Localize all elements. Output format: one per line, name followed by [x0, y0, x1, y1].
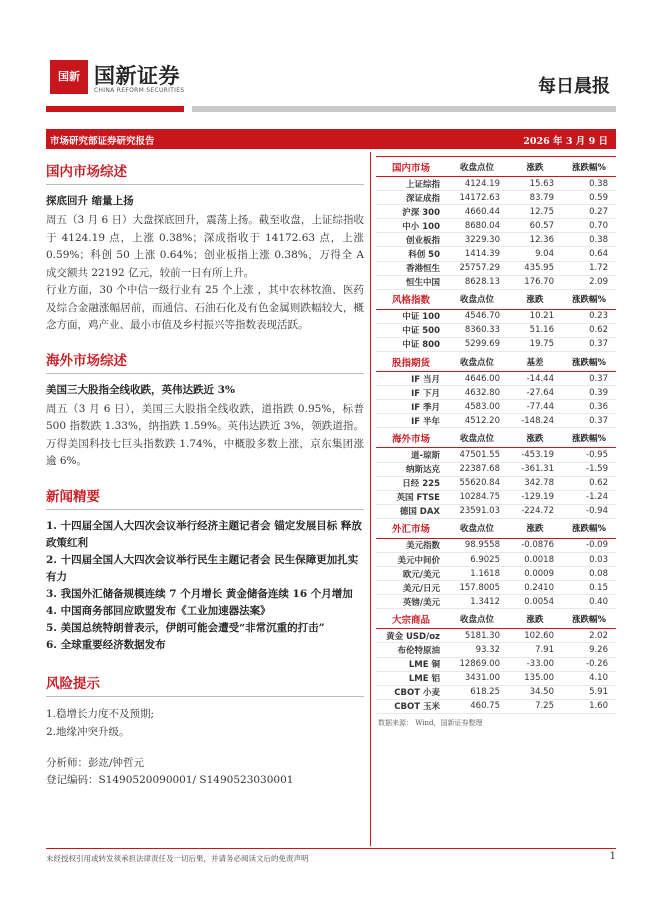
analyst-registration: 登记编码：S1490520090001/ S1490523030001: [46, 774, 294, 786]
table-row: [376, 595, 616, 609]
table-column-header: 涨跌幅%: [562, 352, 616, 372]
table-cell: 4546.70: [446, 309, 508, 323]
table-cell: -1.24: [562, 490, 616, 504]
logo-name: 国新证券: [94, 64, 180, 88]
table-cell: 6.9025: [446, 552, 508, 566]
column-divider: [370, 152, 371, 846]
footer-divider: [46, 848, 616, 849]
table-cell: 0.08: [562, 567, 616, 581]
table-cell: 0.27: [562, 205, 616, 219]
overseas-section-title: 海外市场综述: [46, 349, 364, 374]
table-cell: 460.75: [446, 699, 508, 713]
domestic-subtitle: 探底回升 缩量上扬: [46, 195, 134, 207]
overseas-subtitle: 美国三大股指全线收跌，英伟达跌近 3%: [46, 383, 235, 396]
table-row-label: IF 季月: [376, 400, 446, 414]
table-cell: 0.2410: [508, 581, 562, 595]
table-cell: 10284.75: [446, 490, 508, 504]
table-row-label: 布伦特原油: [376, 643, 446, 657]
table-cell: 1414.39: [446, 247, 508, 261]
table-group-title: 外汇市场: [376, 518, 446, 538]
table-row: [376, 657, 616, 671]
table-row-label: IF 当月: [376, 372, 446, 386]
table-column-header: 收盘点位: [446, 289, 508, 309]
table-cell: 15.63: [508, 177, 562, 191]
table-row-label: IF 半年: [376, 414, 446, 428]
table-row-label: 上证综指: [376, 177, 446, 191]
table-cell: 4583.00: [446, 400, 508, 414]
data-source: 数据来源： Wind，国新证券整理: [378, 718, 483, 727]
table-column-header: 收盘点位: [446, 518, 508, 538]
table-row: [376, 372, 616, 386]
overseas-paragraph: 周五（3 月 6 日），美国三大股指全线收跌，道指跌 0.95%，标普 500 指数跌 1.33%，纳指跌 1.59%。英伟达跌近 3%，领跌道指。万得美国科技七巨头指数跌 1.74%，中概股多数上涨，京东集团涨逾 6%。: [46, 402, 364, 467]
table-group-header: [376, 289, 616, 309]
table-row: [376, 275, 616, 289]
table-row: [376, 219, 616, 233]
table-row-label: 纳斯达克: [376, 462, 446, 476]
table-cell: 176.70: [508, 275, 562, 289]
footer-disclaimer: 未经授权引用或转发须承担法律责任及一切后果，并请务必阅读文后的免责声明: [46, 854, 309, 863]
table-cell: 8680.04: [446, 219, 508, 233]
table-cell: 55620.84: [446, 476, 508, 490]
header-bar-accent: [46, 106, 184, 112]
table-group-header: [376, 428, 616, 448]
table-column-header: 基差: [508, 352, 562, 372]
table-group-title: 国内市场: [376, 157, 446, 177]
news-item: 4. 中国商务部回应欧盟发布《工业加速器法案》: [46, 604, 271, 617]
table-row: [376, 191, 616, 205]
table-row: [376, 504, 616, 518]
table-row-label: 美元指数: [376, 538, 446, 552]
table-row-label: 中证 500: [376, 323, 446, 337]
analyst-names: 分析师：彭竑/钟哲元: [46, 756, 145, 769]
risk-section-title: 风险提示: [46, 672, 364, 697]
table-row: [376, 476, 616, 490]
table-row: [376, 386, 616, 400]
table-row-label: 恒生中国: [376, 275, 446, 289]
table-cell: 19.75: [508, 337, 562, 351]
table-row-label: 道-琼斯: [376, 448, 446, 462]
table-cell: 4512.20: [446, 414, 508, 428]
table-cell: 47501.55: [446, 448, 508, 462]
risk-list: [46, 705, 364, 741]
table-cell: 7.91: [508, 643, 562, 657]
table-group-title: 股指期货: [376, 352, 446, 372]
news-item: 5. 美国总统特朗普表示，伊朗可能会遭受“非常沉重的打击”: [46, 621, 325, 634]
table-row-label: 科创 50: [376, 247, 446, 261]
table-row-label: CBOT 小麦: [376, 685, 446, 699]
table-row-label: 创业板指: [376, 233, 446, 247]
table-row-label: CBOT 玉米: [376, 699, 446, 713]
table-column-header: 涨跌: [508, 289, 562, 309]
table-row-label: 中证 800: [376, 337, 446, 351]
table-column-header: 收盘点位: [446, 157, 508, 177]
table-cell: -129.19: [508, 490, 562, 504]
table-cell: 0.38: [562, 233, 616, 247]
table-row-label: 香港恒生: [376, 261, 446, 275]
domestic-paragraph-2: 行业方面，30 个中信一级行业有 25 个上涨 ，其中农林牧渔、医药及综合金融涨幅居前，而通信、石油石化及有色金属则跌幅较大，概念方面，鸡产业、最小市值及乡村振兴等指数表现活跃。: [46, 284, 364, 331]
table-cell: 0.62: [562, 323, 616, 337]
table-cell: 10.21: [508, 309, 562, 323]
table-cell: 0.37: [562, 414, 616, 428]
table-row: [376, 309, 616, 323]
table-cell: 157.8005: [446, 581, 508, 595]
table-row: [376, 247, 616, 261]
table-cell: -0.0876: [508, 538, 562, 552]
table-column-header: 涨跌幅%: [562, 609, 616, 629]
table-cell: 2.02: [562, 629, 616, 643]
market-table: [376, 156, 616, 714]
table-row: [376, 629, 616, 643]
table-cell: 0.15: [562, 581, 616, 595]
table-group-header: [376, 157, 616, 177]
table-row: [376, 323, 616, 337]
risk-item: 1.稳增长力度不及预期;: [46, 707, 155, 720]
report-category: 市场研究部证券研究报告: [50, 136, 155, 147]
table-cell: 4632.80: [446, 386, 508, 400]
table-cell: 0.0018: [508, 552, 562, 566]
logo-mark: 国新: [50, 60, 88, 94]
table-row: [376, 490, 616, 504]
table-cell: 7.25: [508, 699, 562, 713]
table-group-header: [376, 518, 616, 538]
table-row: [376, 671, 616, 685]
table-row-label: 深证成指: [376, 191, 446, 205]
table-column-header: 涨跌: [508, 428, 562, 448]
table-row-label: LME 铜: [376, 657, 446, 671]
table-row-label: 英国 FTSE: [376, 490, 446, 504]
table-column-header: 涨跌幅%: [562, 518, 616, 538]
table-column-header: 收盘点位: [446, 609, 508, 629]
table-column-header: 涨跌: [508, 518, 562, 538]
news-item: 1. 十四届全国人大四次会议举行经济主题记者会 锚定发展目标 释放政策红利: [46, 519, 362, 549]
table-cell: 4646.00: [446, 372, 508, 386]
table-group-title: 风格指数: [376, 289, 446, 309]
table-row: [376, 261, 616, 275]
table-cell: 618.25: [446, 685, 508, 699]
table-cell: -14.44: [508, 372, 562, 386]
table-row-label: 英镑/美元: [376, 595, 446, 609]
table-cell: 8360.33: [446, 323, 508, 337]
page-number: 1: [609, 851, 616, 862]
logo-subtitle: CHINA REFORM SECURITIES: [94, 87, 185, 94]
table-row-label: IF 下月: [376, 386, 446, 400]
table-row: [376, 177, 616, 191]
table-cell: 1.3412: [446, 595, 508, 609]
table-cell: -148.24: [508, 414, 562, 428]
table-cell: 435.95: [508, 261, 562, 275]
table-cell: 1.60: [562, 699, 616, 713]
table-cell: -27.64: [508, 386, 562, 400]
table-cell: 25757.29: [446, 261, 508, 275]
table-row: [376, 685, 616, 699]
table-cell: 3229.30: [446, 233, 508, 247]
table-cell: 0.62: [562, 476, 616, 490]
table-cell: 23591.03: [446, 504, 508, 518]
table-cell: 0.70: [562, 219, 616, 233]
table-column-header: 收盘点位: [446, 428, 508, 448]
table-column-header: 涨跌幅%: [562, 289, 616, 309]
table-cell: -33.00: [508, 657, 562, 671]
table-row: [376, 567, 616, 581]
table-row: [376, 400, 616, 414]
brand-logo: [50, 60, 230, 100]
table-cell: 2.09: [562, 275, 616, 289]
table-row: [376, 538, 616, 552]
table-row: [376, 205, 616, 219]
table-cell: 4.10: [562, 671, 616, 685]
table-column-header: 涨跌: [508, 157, 562, 177]
table-cell: 12.36: [508, 233, 562, 247]
table-group-header: [376, 609, 616, 629]
table-row-label: 美元/日元: [376, 581, 446, 595]
table-row-label: 美元中间价: [376, 552, 446, 566]
table-cell: 93.32: [446, 643, 508, 657]
table-cell: 8628.13: [446, 275, 508, 289]
table-row-label: 德国 DAX: [376, 504, 446, 518]
table-cell: -0.95: [562, 448, 616, 462]
table-cell: 342.78: [508, 476, 562, 490]
table-column-header: 收盘点位: [446, 352, 508, 372]
table-cell: -361.31: [508, 462, 562, 476]
table-cell: 0.40: [562, 595, 616, 609]
report-date: 2026 年 3 月 9 日: [523, 136, 608, 147]
table-cell: 0.37: [562, 337, 616, 351]
news-item: 6. 全球重要经济数据发布: [46, 638, 166, 651]
risk-item: 2.地缘冲突升级。: [46, 725, 130, 738]
table-row-label: 黄金 USD/oz: [376, 629, 446, 643]
table-cell: -224.72: [508, 504, 562, 518]
table-cell: 1.72: [562, 261, 616, 275]
table-cell: -77.44: [508, 400, 562, 414]
table-cell: 83.79: [508, 191, 562, 205]
table-cell: 5.91: [562, 685, 616, 699]
table-cell: 5299.69: [446, 337, 508, 351]
table-cell: 9.04: [508, 247, 562, 261]
table-row: [376, 552, 616, 566]
table-row-label: LME 铝: [376, 671, 446, 685]
table-cell: 34.50: [508, 685, 562, 699]
table-row: [376, 581, 616, 595]
commentary-column: [46, 160, 364, 790]
table-row: [376, 643, 616, 657]
table-cell: 0.38: [562, 177, 616, 191]
table-cell: 9.26: [562, 643, 616, 657]
table-cell: 0.59: [562, 191, 616, 205]
table-row: [376, 337, 616, 351]
table-cell: 1.1618: [446, 567, 508, 581]
table-cell: 0.64: [562, 247, 616, 261]
table-cell: 0.37: [562, 372, 616, 386]
table-group-title: 海外市场: [376, 428, 446, 448]
table-cell: 0.0054: [508, 595, 562, 609]
table-cell: 4660.44: [446, 205, 508, 219]
table-row: [376, 414, 616, 428]
table-cell: 0.39: [562, 386, 616, 400]
table-column-header: 涨跌: [508, 609, 562, 629]
report-header-strip: [46, 129, 616, 149]
table-row: [376, 699, 616, 713]
report-title: 每日晨报: [538, 76, 610, 97]
table-cell: 22387.68: [446, 462, 508, 476]
table-row: [376, 448, 616, 462]
table-cell: 102.60: [508, 629, 562, 643]
table-cell: 3431.00: [446, 671, 508, 685]
table-cell: 135.00: [508, 671, 562, 685]
table-cell: 0.23: [562, 309, 616, 323]
table-cell: 4124.19: [446, 177, 508, 191]
table-cell: -0.26: [562, 657, 616, 671]
table-row-label: 日经 225: [376, 476, 446, 490]
table-cell: 51.16: [508, 323, 562, 337]
table-row: [376, 462, 616, 476]
table-cell: 12.75: [508, 205, 562, 219]
table-cell: 0.0009: [508, 567, 562, 581]
market-data-panel: [376, 156, 616, 728]
news-list: [46, 518, 364, 654]
domestic-section-title: 国内市场综述: [46, 160, 364, 185]
news-item: 3. 我国外汇储备规模连续 7 个月增长 黄金储备连续 16 个月增加: [46, 587, 353, 600]
table-group-header: [376, 352, 616, 372]
table-row-label: 中小 100: [376, 219, 446, 233]
table-cell: -1.59: [562, 462, 616, 476]
table-row-label: 中证 100: [376, 309, 446, 323]
table-column-header: 涨跌幅%: [562, 157, 616, 177]
domestic-paragraph-1: 周五（3 月 6 日）大盘探底回升，震荡上扬。截至收盘，上证综指收于 4124.19 点，上涨 0.38%；深成指收于 14172.63 点，上涨 0.59%；科创 50 上涨 0.64%；创业板指上涨 0.38%，万得全 A 成交额共 22192 亿元，较前一日有所上升。: [46, 214, 364, 279]
table-cell: -0.94: [562, 504, 616, 518]
news-section-title: 新闻精要: [46, 485, 364, 510]
table-cell: 0.36: [562, 400, 616, 414]
table-cell: -0.09: [562, 538, 616, 552]
table-cell: 14172.63: [446, 191, 508, 205]
table-column-header: 涨跌幅%: [562, 428, 616, 448]
table-cell: 98.9558: [446, 538, 508, 552]
table-cell: 60.57: [508, 219, 562, 233]
table-row-label: 沪深 300: [376, 205, 446, 219]
table-cell: 12869.00: [446, 657, 508, 671]
table-cell: 0.03: [562, 552, 616, 566]
table-cell: 5181.30: [446, 629, 508, 643]
table-group-title: 大宗商品: [376, 609, 446, 629]
header-bar-divider: [192, 106, 616, 112]
table-row-label: 欧元/美元: [376, 567, 446, 581]
table-cell: -453.19: [508, 448, 562, 462]
table-row: [376, 233, 616, 247]
news-item: 2. 十四届全国人大四次会议举行民生主题记者会 民生保障更加扎实有力: [46, 553, 359, 583]
